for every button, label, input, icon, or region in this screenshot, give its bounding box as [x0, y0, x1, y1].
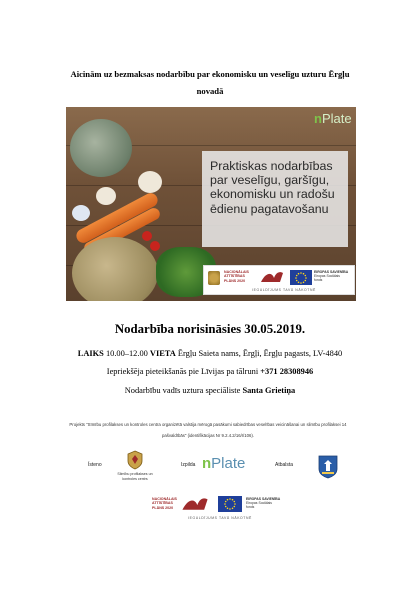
implementer-name: Slimību profilakses un kontroles centrs	[117, 472, 153, 481]
eu-logo-text: EIROPAS SAVIENĪBA Eiropas Sociālais fonds	[314, 270, 349, 283]
eu-logo-text: EIROPAS SAVIENĪBA Eiropas Sociālais fonds	[246, 497, 281, 510]
heading-line-2: novadā	[196, 86, 224, 96]
nplate-logo-bottom: nPlate	[202, 455, 246, 472]
project-description: Projekts "Sīmību profilakses un kontroles centra organizētā valstija mērogā pasākumi sabiedrības veselības veicināšanai un slimību profilaksei 14 pašvaldībās" (identifikācijas Nr 9.2.4.2/16/I/106).	[69, 422, 347, 438]
banner-headline-line: ēdienu pagatavošanu	[210, 201, 329, 216]
nap2020-swoosh-icon	[260, 270, 284, 284]
nap2020-logo-text: NACIONĀLAIS ATTĪSTĪBAS PLĀNS 2020	[152, 497, 177, 510]
spkc-emblem-icon	[126, 450, 144, 470]
pumpkin-illustration	[70, 119, 132, 177]
banner-headline-box	[202, 151, 348, 247]
heading-line-1: Aicinām uz bezmaksas nodarbību par ekonomisku un veselīgu uzturu Ērgļu	[70, 69, 350, 79]
funding-logos-strip	[203, 265, 355, 295]
squash-illustration	[72, 237, 158, 301]
lead-name: Santa Grietiņa	[242, 386, 296, 395]
garlic-illustration	[138, 171, 162, 193]
banner-headline-line: par veselīgu, garšīgu,	[210, 173, 330, 188]
banner-headline-line: Praktiskas nodarbības	[210, 159, 333, 173]
invitation-heading	[40, 66, 380, 100]
banner-headline-line: ekonomisku un radošu	[210, 187, 335, 202]
event-registration: Iepriekšēja pieteikšanās pie Līvijas pa tālruni +371 28308946	[106, 367, 314, 376]
event-date-title: Nodarbība norisināsies 30.05.2019.	[114, 322, 306, 336]
nap2020-swoosh-icon	[180, 496, 210, 512]
organizer-label: Izpilda	[181, 462, 196, 468]
event-time-place: LAIKS 10.00–12.00 VIETA Ērgļu Saieta nams, Ērgļi, Ērgļu pagasts, LV-4840	[77, 349, 343, 358]
invest-slogan: IEGULDĪJUMS TAVĀ NĀKOTNĒ	[188, 516, 252, 520]
promo-banner-image	[66, 107, 356, 301]
eu-flag-icon	[218, 496, 242, 512]
funding-logos-bottom	[146, 491, 298, 523]
event-lead: Nodarbību vadīs uztura speciāliste Santa Grietiņa	[124, 386, 296, 395]
supporter-label: Atbalsta	[275, 462, 294, 468]
latvia-coat-of-arms-icon	[208, 271, 220, 285]
nplate-logo: nPlate	[314, 111, 352, 126]
ergli-coat-of-arms-icon	[318, 455, 338, 479]
invest-slogan: IEGULDĪJUMS TAVĀ NĀKOTNĒ	[252, 288, 316, 292]
eu-flag-icon	[290, 270, 312, 285]
contact-phone: +371 28308946	[260, 367, 314, 376]
implementer-label: Īsteno	[88, 462, 102, 468]
nap2020-logo-text: NACIONĀLAIS ATTĪSTĪBAS PLĀNS 2020	[224, 270, 249, 283]
